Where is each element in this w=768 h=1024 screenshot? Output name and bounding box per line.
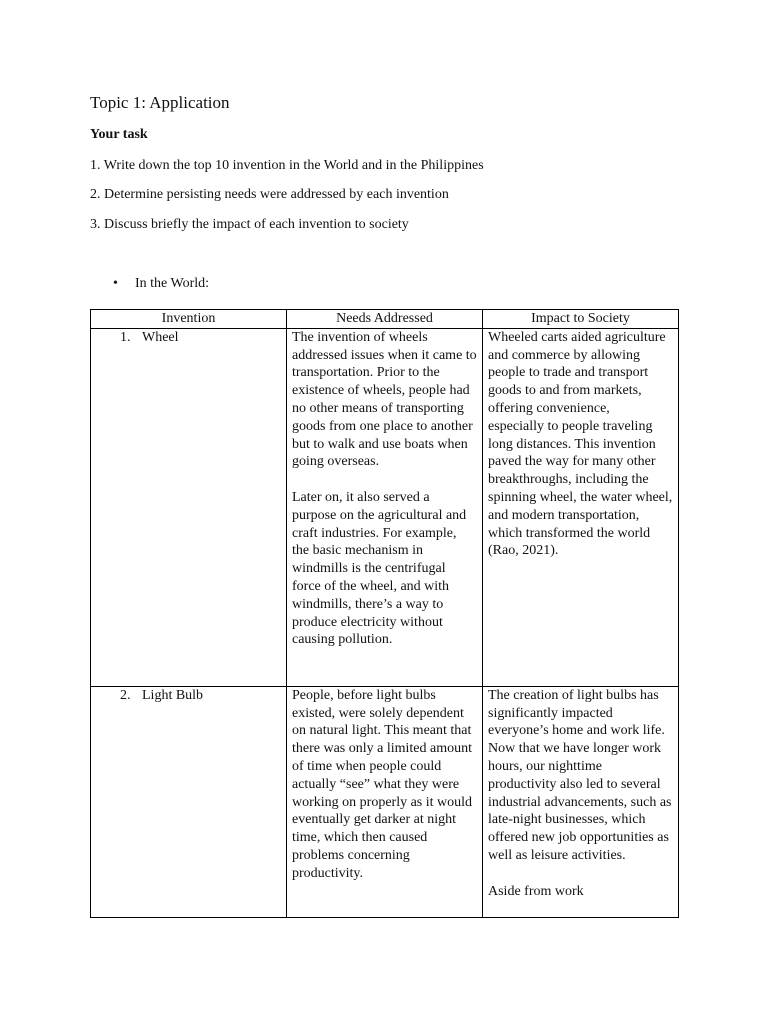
- impact-text: The creation of light bulbs has significantly impacted everyone’s home and work life. Now that we have longer work hours, our nighttime productivity also led to several industrial advancements, such as late-night businesses, which offered new job opportunities as well as leisure activities. Aside from work: [488, 687, 672, 899]
- inventions-table: [90, 309, 679, 918]
- section-bullet: [113, 275, 209, 293]
- task-heading: Your task: [90, 127, 148, 142]
- column-header-impact: Impact to Society: [483, 310, 679, 329]
- invention-cell: [91, 328, 287, 686]
- impact-cell: [483, 328, 679, 686]
- impact-text: Wheeled carts aided agriculture and commerce by allowing people to trade and transport goods to and from markets, offering convenience, especially to people traveling long distances. This invention paved the way for many other breakthroughs, including the spinning wheel, the water wheel, and modern transportation, which transformed the world (Rao, 2021).: [488, 329, 673, 559]
- table-row: [91, 686, 679, 917]
- needs-text: The invention of wheels addressed issues when it came to transportation. Prior to the existence of wheels, people had no other means of transporting goods from one place to another but to walk and use boats when going overseas. Later on, it also served a purpose on the agricultural and craft industries. For example, the basic mechanism in windmills is the centrifugal force of the wheel, and with windmills, there’s a way to produce electricity without causing pollution.: [292, 329, 477, 648]
- invention-cell: [91, 686, 287, 917]
- impact-cell: [483, 686, 679, 917]
- column-header-needs: Needs Addressed: [287, 310, 483, 329]
- task-item-3: 3. Discuss briefly the impact of each invention to society: [90, 217, 409, 232]
- table-row: [91, 328, 679, 686]
- section-label: In the World:: [135, 276, 210, 291]
- table-header-row: [91, 310, 679, 329]
- needs-cell: [287, 328, 483, 686]
- bullet-icon: •: [113, 276, 118, 291]
- needs-cell: [287, 686, 483, 917]
- invention-name: Light Bulb: [142, 687, 204, 703]
- column-header-invention: Invention: [91, 310, 287, 329]
- invention-number: 2.: [120, 687, 131, 703]
- task-item-2: 2. Determine persisting needs were addressed by each invention: [90, 187, 449, 202]
- task-item-1: 1. Write down the top 10 invention in the World and in the Philippines: [90, 158, 484, 173]
- needs-text: People, before light bulbs existed, were solely dependent on natural light. This meant that there was only a limited amount of time when people could actually “see” what they were working on properly as it would eventually get darker at night time, which then caused problems concerning productivity.: [292, 687, 473, 881]
- invention-name: Wheel: [142, 329, 179, 345]
- invention-number: 1.: [120, 329, 131, 345]
- topic-title: Topic 1: Application: [90, 93, 230, 112]
